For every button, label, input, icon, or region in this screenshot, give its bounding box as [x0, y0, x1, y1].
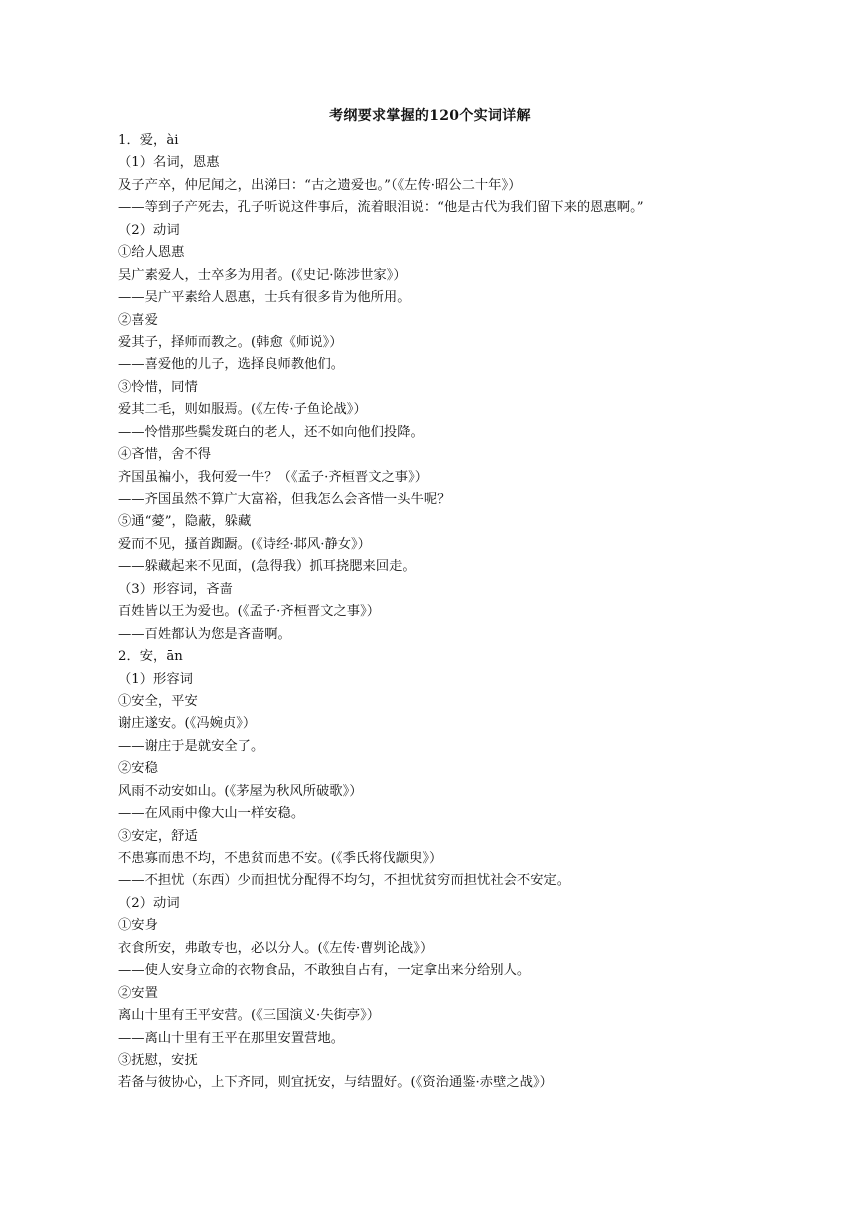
sense-heading: （1）形容词 [118, 671, 193, 687]
example-sentence: 吴广素爱人，士卒多为用者。(《史记·陈涉世家》） [118, 267, 407, 283]
sub-sense: ③安定，舒适 [118, 828, 198, 844]
example-sentence: 若备与彼协心，上下齐同，则宜抚安，与结盟好。(《资治通鉴·赤壁之战》） [118, 1075, 553, 1091]
sub-sense: ②喜爱 [118, 312, 158, 328]
sub-sense: ②安置 [118, 985, 158, 1001]
example-sentence: 百姓皆以王为爱也。(《孟子·齐桓晋文之事》） [118, 604, 381, 620]
translation-line: ——使人安身立命的衣物食品，不敢独自占有，一定拿出来分给别人。 [118, 963, 531, 979]
sub-sense: ③怜惜，同情 [118, 379, 198, 395]
sense-heading: （1）名词，恩惠 [118, 155, 220, 171]
sense-heading: （3）形容词，吝啬 [118, 581, 233, 597]
sub-sense: ③抚慰，安抚 [118, 1052, 198, 1068]
example-sentence: 衣食所安，弗敢专也，必以分人。(《左传·曹刿论战》） [118, 940, 434, 956]
translation-line: ——不担忧（东西）少而担忧分配得不均匀，不担忧贫穷而担忧社会不安定。 [118, 873, 571, 889]
translation-line: ——等到子产死去，孔子听说这件事后，流着眼泪说：“他是古代为我们留下来的恩惠啊。” [118, 200, 644, 216]
translation-line: ——齐国虽然不算广大富裕，但我怎么会吝惜一头牛呢？ [118, 492, 451, 507]
example-sentence: 爱而不见，搔首踟蹰。(《诗经·邶风·静女》） [118, 536, 371, 552]
entry-heading: 1．爱，ài [118, 133, 179, 148]
example-sentence: 爱其子，择师而教之。(韩愈《师说》） [118, 334, 343, 350]
document-title: 考纲要求掌握的120个实词详解 [329, 108, 531, 124]
translation-line: ——在风雨中像大山一样安稳。 [118, 806, 305, 822]
translation-line: ——吴广平素给人恩惠，士兵有很多肯为他所用。 [118, 290, 411, 306]
sub-sense: ④吝惜，舍不得 [118, 447, 212, 463]
sub-sense: ②安稳 [118, 761, 158, 777]
translation-line: ——喜爱他的儿子，选择良师教他们。 [118, 357, 345, 373]
sense-heading: （2）动词 [118, 895, 180, 911]
example-sentence: 离山十里有王平安营。(《三国演义·失街亭》） [118, 1008, 381, 1024]
document-body [118, 130, 758, 1095]
example-sentence: 风雨不动安如山。(《茅屋为秋风所破歌》） [118, 783, 363, 799]
entry-heading: 2．安，ān [118, 649, 183, 665]
example-sentence: 不患寡而患不均，不患贫而患不安。(《季氏将伐颛臾》） [118, 851, 443, 866]
example-sentence: 及子产卒，仲尼闻之，出涕曰：“古之遗爱也。”（《左传·昭公二十年》） [118, 177, 522, 193]
sub-sense: ①给人恩惠 [118, 245, 185, 261]
translation-line: ——怜惜那些鬓发斑白的老人，还不如向他们投降。 [118, 424, 424, 440]
translation-line: ——百姓都认为您是吝啬啊。 [118, 626, 291, 642]
sub-sense: ①安全，平安 [118, 693, 198, 709]
translation-line: ——躲藏起来不见面，(急得我）抓耳挠腮来回走。 [118, 559, 416, 575]
sub-sense: ⑤通“薆”，隐蔽，躲藏 [118, 514, 252, 530]
sub-sense: ①安身 [118, 918, 158, 934]
sense-heading: （2）动词 [118, 222, 180, 238]
example-sentence: 谢庄遂安。(《冯婉贞》） [118, 716, 257, 732]
example-sentence: 爱其二毛，则如服焉。(《左传·子鱼论战》） [118, 402, 367, 418]
translation-line: ——离山十里有王平在那里安置营地。 [118, 1030, 345, 1046]
translation-line: ——谢庄于是就安全了。 [118, 738, 265, 754]
example-sentence: 齐国虽褊小，我何爱一牛？（《孟子·齐桓晋文之事》） [118, 469, 429, 485]
